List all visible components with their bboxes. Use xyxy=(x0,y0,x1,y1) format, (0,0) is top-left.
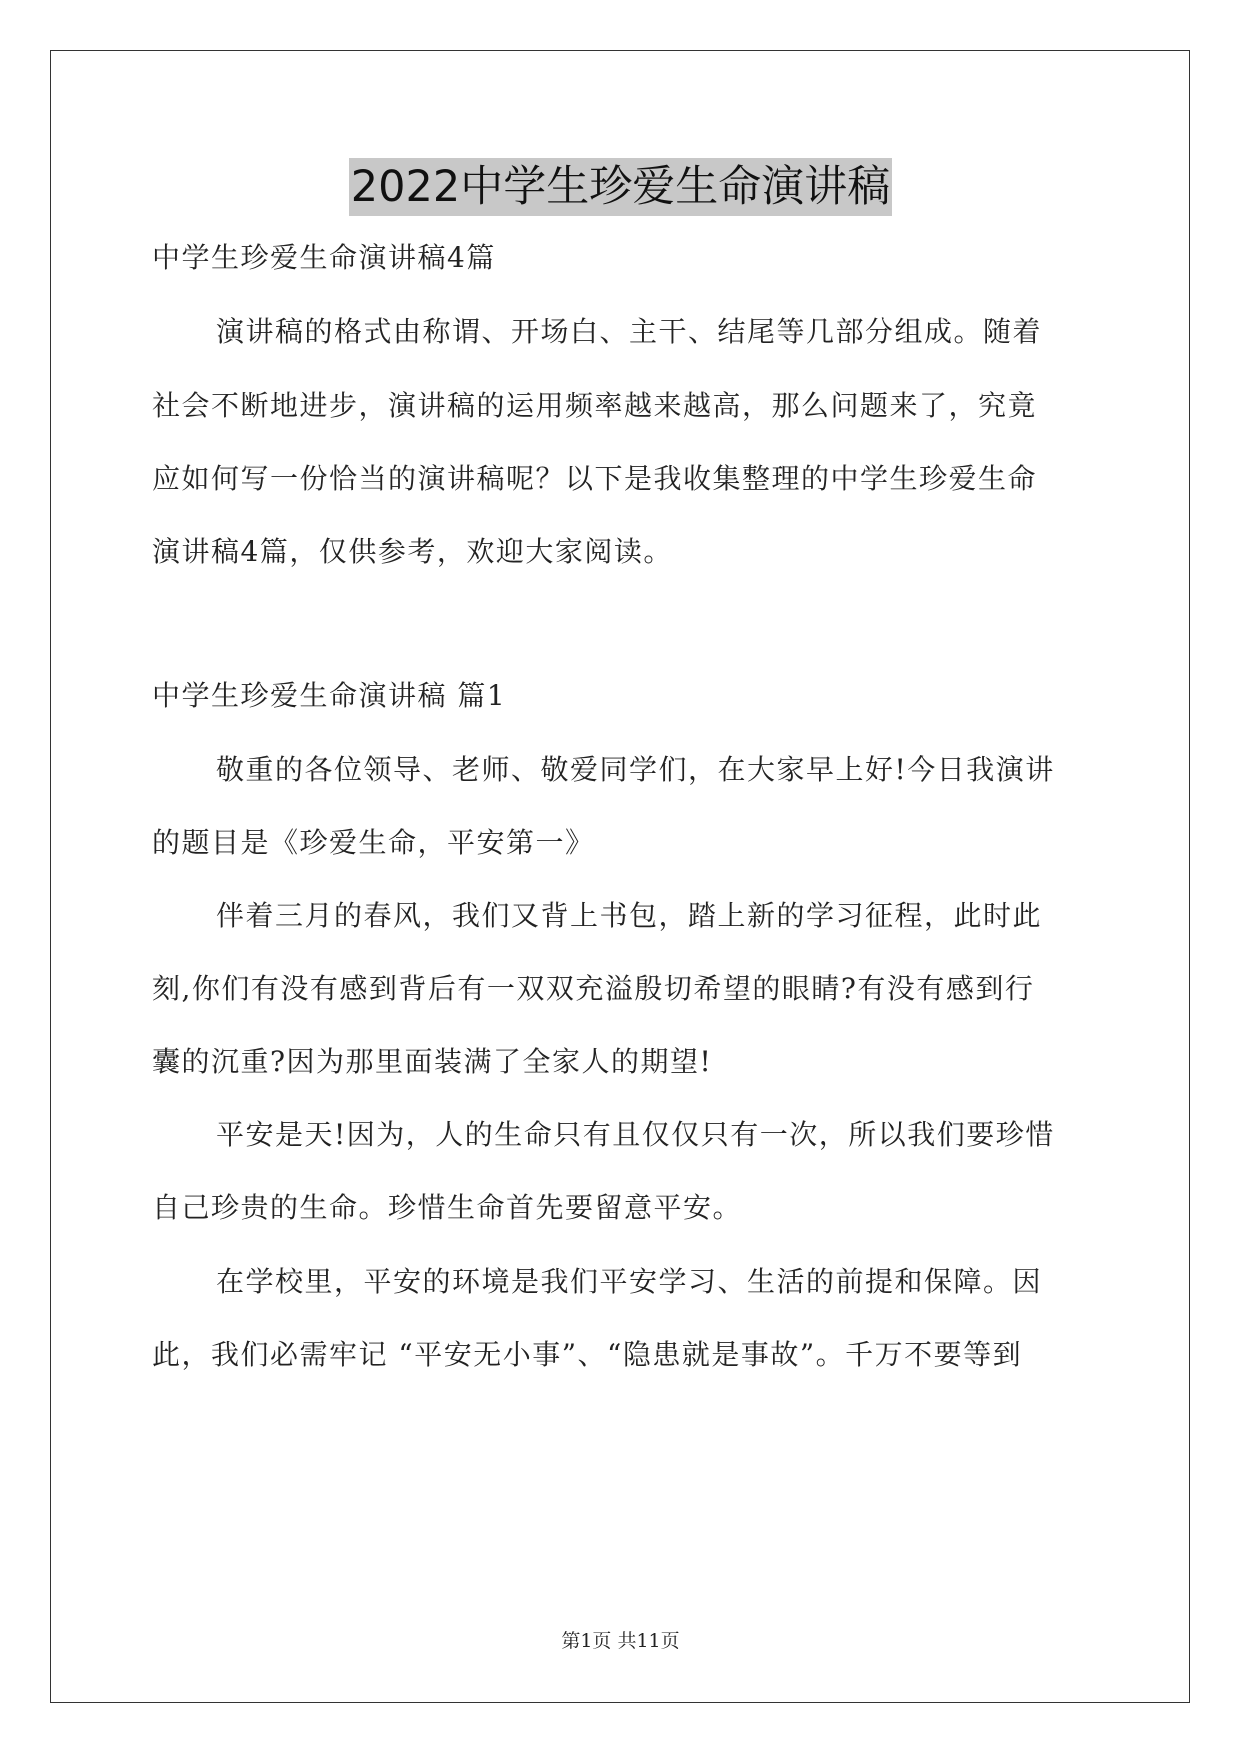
body-paragraph-line: 此，我们必需牢记 “平安无小事”、“隐患就是事故”。千万不要等到 xyxy=(152,1338,1023,1371)
intro-paragraph-line: 演讲稿的格式由称谓、开场白、主干、结尾等几部分组成。随着 xyxy=(216,315,1043,348)
page-number-footer: 第1页 共11页 xyxy=(561,1630,680,1652)
intro-paragraph-line: 演讲稿4篇，仅供参考，欢迎大家阅读。 xyxy=(152,535,673,568)
intro-paragraph-line: 应如何写一份恰当的演讲稿呢？以下是我收集整理的中学生珍爱生命 xyxy=(152,462,1038,495)
title-container xyxy=(0,158,1241,216)
collection-heading: 中学生珍爱生命演讲稿4篇 xyxy=(152,241,496,274)
body-paragraph-line: 伴着三月的春风，我们又背上书包，踏上新的学习征程，此时此 xyxy=(216,899,1043,932)
section-heading: 中学生珍爱生命演讲稿 篇1 xyxy=(152,679,507,712)
body-paragraph-line: 自己珍贵的生命。珍惜生命首先要留意平安。 xyxy=(152,1191,743,1224)
page-border xyxy=(50,50,1190,1703)
body-paragraph-line: 平安是天!因为，人的生命只有且仅仅只有一次，所以我们要珍惜 xyxy=(216,1118,1055,1151)
body-paragraph-line: 在学校里，平安的环境是我们平安学习、生活的前提和保障。因 xyxy=(216,1265,1043,1298)
body-paragraph-line: 囊的沉重?因为那里面装满了全家人的期望! xyxy=(152,1045,713,1078)
body-paragraph-line: 的题目是《珍爱生命，平安第一》 xyxy=(152,826,595,859)
body-paragraph-line: 敬重的各位领导、老师、敬爱同学们，在大家早上好!今日我演讲 xyxy=(216,753,1055,786)
body-paragraph-line: 刻,你们有没有感到背后有一双双充溢殷切希望的眼睛?有没有感到行 xyxy=(152,972,1035,1005)
intro-paragraph-line: 社会不断地进步，演讲稿的运用频率越来越高，那么问题来了，究竟 xyxy=(152,389,1038,422)
document-title: 2022中学生珍爱生命演讲稿 xyxy=(349,158,892,216)
